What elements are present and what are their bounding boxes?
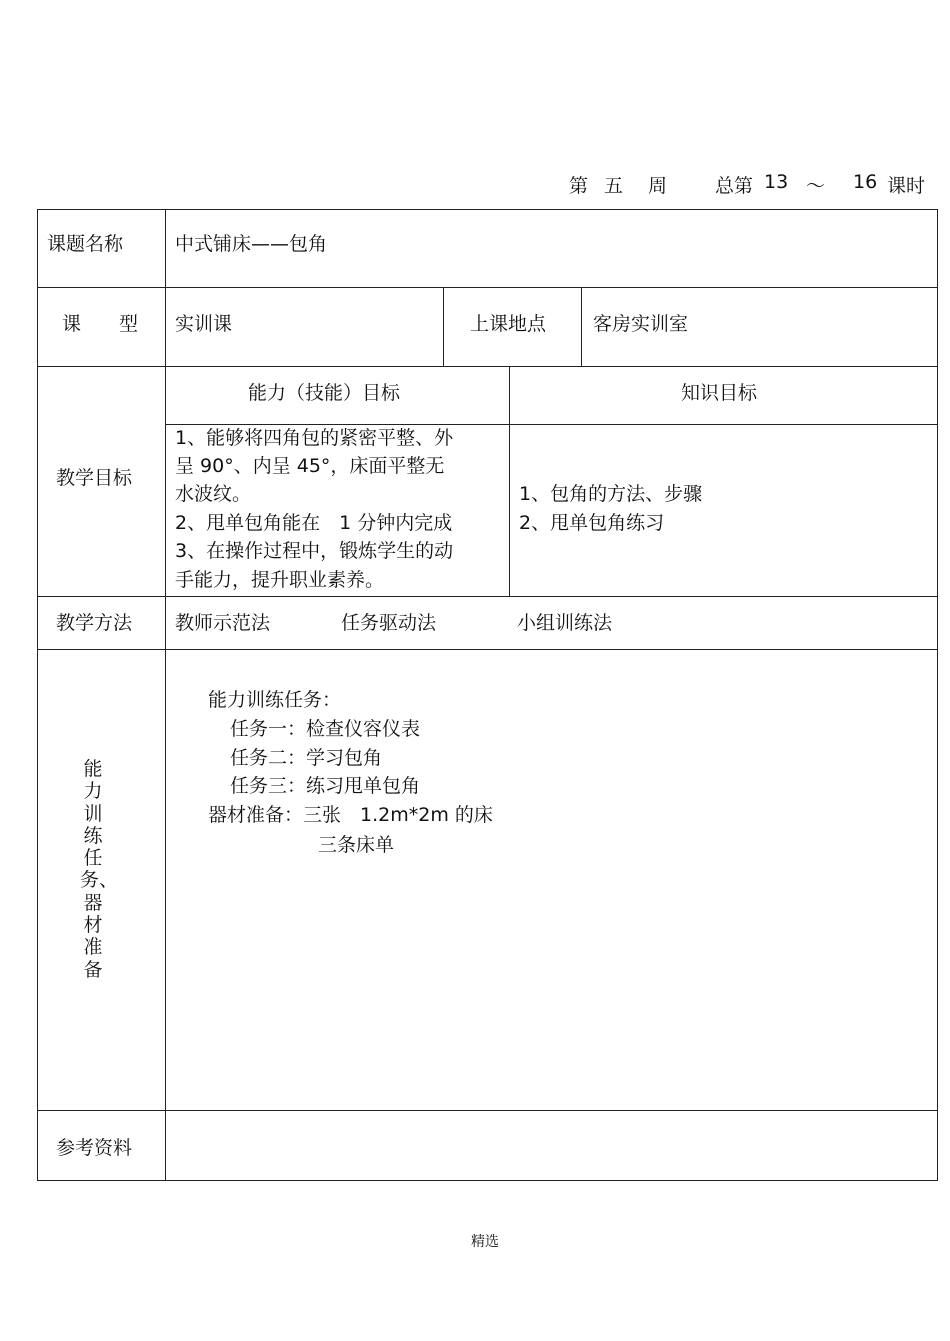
knowledge-goal-line: 1、包角的方法、步骤 [519,483,703,505]
training-line: 三条床单 [318,834,395,856]
period-end: 16 [853,171,878,193]
table-border-top [37,209,938,210]
method-item: 小组训练法 [517,612,613,634]
training-line: 器材准备：三张 1.2m*2m 的床 [208,804,493,826]
type-value: 实训课 [175,313,233,335]
location-value: 客房实训室 [593,313,689,335]
method-item: 教师示范法 [175,612,271,634]
table-border-right [937,209,938,1180]
period-tilde: ～ [806,175,826,197]
reference-label: 参考资料 [56,1137,133,1159]
row-divider [37,1110,938,1111]
training-line: 任务三：练习甩单包角 [230,775,421,797]
column-divider [581,287,582,366]
ability-goal-line: 水波纹。 [175,483,252,505]
period-suffix: 课时 [887,175,926,197]
topic-value: 中式铺床——包角 [175,233,328,255]
footer-note: 精选 [471,1234,499,1250]
column-divider [443,287,444,366]
period-start: 13 [764,171,789,193]
week-prefix: 第 [569,175,589,197]
topic-label: 课题名称 [47,233,124,255]
row-divider [37,366,938,367]
column-divider [509,366,510,596]
row-divider [37,649,938,650]
ability-goal-line: 呈 90°、内呈 45°，床面平整无 [175,455,445,477]
row-divider [37,596,938,597]
methods-label: 教学方法 [56,612,133,634]
ability-goal-header: 能力（技能）目标 [248,382,401,404]
method-item: 任务驱动法 [341,612,437,634]
goals-label: 教学目标 [56,467,133,489]
table-border-bottom [37,1180,938,1181]
knowledge-goal-line: 2、甩单包角练习 [519,512,665,534]
training-line: 任务二：学习包角 [230,747,383,769]
training-label: 能力训练任务、器材准备 [80,758,119,981]
ability-goal-line: 2、甩单包角能在 1 分钟内完成 [175,512,453,534]
type-label: 课 型 [62,313,139,335]
column-divider [165,209,166,1180]
training-line: 能力训练任务： [208,689,342,711]
total-prefix: 总第 [715,175,754,197]
ability-goal-line: 手能力，提升职业素养。 [175,569,385,591]
week-suffix: 周 [648,175,668,197]
location-label: 上课地点 [470,313,547,335]
knowledge-goal-header: 知识目标 [681,382,758,404]
ability-goal-line: 3、在操作过程中，锻炼学生的动 [175,540,454,562]
table-border-left [37,209,38,1180]
row-divider [37,287,938,288]
training-line: 任务一：检查仪容仪表 [230,718,421,740]
ability-goal-line: 1、能够将四角包的紧密平整、外 [175,427,454,449]
week-number: 五 [604,175,624,197]
